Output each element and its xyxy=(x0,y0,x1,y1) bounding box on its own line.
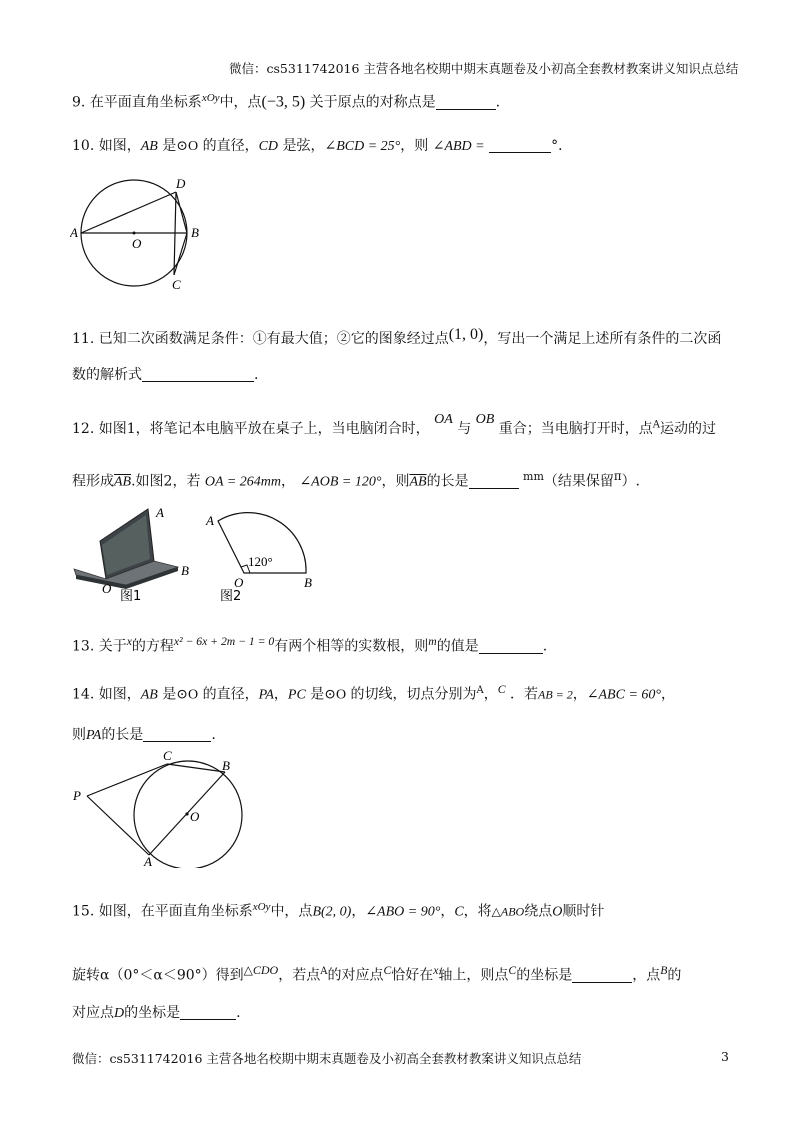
question-12 xyxy=(72,410,716,439)
q12-fig1-label-b: B xyxy=(181,563,189,578)
q11-text: . xyxy=(254,367,259,383)
question-11 xyxy=(72,325,721,349)
q15-coord-system: xOy xyxy=(252,901,271,913)
q15-text: ，点 xyxy=(632,967,661,984)
q13-number: 13. xyxy=(72,638,95,655)
q14-text: ， xyxy=(660,686,675,703)
q13-text: 的值是 xyxy=(436,638,479,655)
q10-line-cb xyxy=(174,233,187,275)
q15-text: 的 xyxy=(667,967,682,984)
q12-pi: π xyxy=(613,469,622,483)
q12-text: 重合；当电脑打开时，点 xyxy=(498,421,653,437)
q14-number: 14. xyxy=(72,686,95,703)
q14-point-a: A xyxy=(476,685,484,696)
q10-line-ad xyxy=(81,192,176,233)
q12-fig2-label-b: B xyxy=(304,575,312,590)
q13-answer-blank[interactable] xyxy=(479,639,543,654)
q15-condition-1: ∠ABO = 90° xyxy=(365,904,441,920)
q14-text: 的切线，切点分别为 xyxy=(350,686,477,703)
q14-text: 是 xyxy=(310,686,325,703)
q15-answer-blank-1[interactable] xyxy=(572,968,632,983)
q12-fig2-caption: 图2 xyxy=(220,589,242,603)
q15-var-x: x xyxy=(433,964,439,977)
q12-fig1-label-a: A xyxy=(156,505,164,520)
q10-text: 如图， xyxy=(98,138,141,154)
q14-line-pc xyxy=(87,764,167,796)
q12-fig1-label-o: O xyxy=(102,581,112,596)
q11-text: 数的解析式 xyxy=(72,367,142,383)
q11-text: ，写出一个满足上述所有条件的二次函 xyxy=(483,331,722,347)
q15-triangle: △ABO xyxy=(491,904,525,919)
q15-text: ，将 xyxy=(463,903,492,920)
q11-point: (1, 0) xyxy=(448,326,484,343)
q15-text: 顺时针 xyxy=(562,903,605,920)
q15-condition-2: C xyxy=(454,904,464,920)
q12-condition-2: ∠AOB = 120° xyxy=(299,474,382,490)
q12-figure-1 xyxy=(70,503,210,603)
q13-text: 有两个相等的实数根，则 xyxy=(274,638,429,655)
q15-text: 如图，在平面直角坐标系 xyxy=(98,903,253,920)
q13-text: 的方程 xyxy=(131,638,174,655)
q10-ab: AB xyxy=(140,139,158,154)
q12-text: ，则 xyxy=(381,473,410,490)
page-footer: 微信：cs5311742016 主营各地名校期中期末真题卷及小初高全套教材教案讲义知识点总结 xyxy=(72,1051,582,1066)
q13-equation: x² − 6x + 2m − 1 = 0 xyxy=(173,635,275,648)
q9-text: 关于原点的对称点是 xyxy=(309,94,436,111)
q12-fig2-label-o: O xyxy=(234,575,244,590)
q15-text: ， xyxy=(440,903,455,920)
q12-text: ）. xyxy=(621,473,641,490)
q15-text: 恰好在 xyxy=(391,967,434,984)
question-15-line2 xyxy=(72,960,681,986)
q12-text: （结果保留 xyxy=(543,473,614,490)
q15-point-b-2: B xyxy=(660,964,668,977)
q10-condition: ∠BCD = 25° xyxy=(324,139,401,154)
q10-text: ，则 xyxy=(400,138,429,154)
q12-sector-svg xyxy=(198,503,328,603)
q15-text: 的坐标是 xyxy=(124,1005,181,1021)
q10-label-d: D xyxy=(176,176,186,191)
q13-text: . xyxy=(542,638,548,655)
page-header: 微信：cs5311742016 主营各地名校期中期末真题卷及小初高全套教材教案讲义知识点总结 xyxy=(229,61,739,76)
q14-label-b: B xyxy=(222,758,230,773)
q9-text: 在平面直角坐标系 xyxy=(89,94,202,111)
q14-pa: PA xyxy=(258,687,274,703)
q15-triangle-2: △CDO xyxy=(243,963,279,977)
q10-text: 是弦， xyxy=(282,138,325,154)
question-15-line3 xyxy=(72,1003,241,1024)
q10-label-o: O xyxy=(132,236,142,251)
q12-oa: OA xyxy=(434,412,453,427)
q14-text: 则 xyxy=(72,727,86,743)
question-14 xyxy=(72,680,675,706)
q14-ab: AB xyxy=(140,687,158,703)
q12-condition-1: OA = 264mm xyxy=(204,474,281,490)
q14-answer-blank[interactable] xyxy=(143,727,211,742)
q12-number: 12. xyxy=(72,421,95,437)
q12-unit: mm xyxy=(523,470,544,483)
q15-text: 绕点 xyxy=(524,903,553,920)
page-number: 3 xyxy=(721,1049,729,1064)
q12-text: .如图2，若 xyxy=(131,473,201,490)
q14-pa-2: PA xyxy=(86,728,102,743)
question-15 xyxy=(72,897,604,923)
q14-label-c: C xyxy=(163,748,172,763)
q12-laptop-svg xyxy=(70,503,210,603)
q12-text: ， xyxy=(281,473,295,490)
q15-number: 15. xyxy=(72,903,95,920)
q15-text: 的对应点 xyxy=(327,967,384,984)
q15-text: 轴上，则点 xyxy=(438,967,509,984)
q11-number: 11. xyxy=(72,331,95,347)
q11-answer-blank[interactable] xyxy=(142,367,254,382)
q15-text: 中，点 xyxy=(270,903,313,920)
question-11-line2 xyxy=(72,365,258,385)
q12-arc: $\overline{AB}$ xyxy=(114,474,132,490)
q14-text: ， xyxy=(483,686,498,703)
q12-fig1-caption: 图1 xyxy=(120,589,142,603)
q12-ob: OB xyxy=(475,412,495,427)
q10-label-c: C xyxy=(172,277,181,292)
q15-point-d: D xyxy=(114,1006,125,1021)
q14-label-p: P xyxy=(73,788,81,803)
q14-text: . xyxy=(211,727,216,743)
q9-answer-blank[interactable] xyxy=(436,95,496,110)
q12-fig2-label-a: A xyxy=(206,513,214,528)
q15-point-o: O xyxy=(552,904,563,920)
q9-number: 9. xyxy=(72,94,86,111)
q14-circle-2: ⊙O xyxy=(324,687,347,703)
q15-text: 对应点 xyxy=(72,1005,114,1021)
q14-condition-1: AB = 2 xyxy=(538,687,573,702)
q14-text: ， xyxy=(273,686,288,703)
q15-text: 的坐标是 xyxy=(516,967,573,984)
q10-center-dot xyxy=(133,232,136,235)
q10-text: 是 xyxy=(162,138,177,154)
q14-text: ．若 xyxy=(510,686,538,703)
q9-text: 中，点 xyxy=(219,94,262,111)
q10-number: 10. xyxy=(72,138,95,154)
q10-answer-blank[interactable] xyxy=(489,138,551,153)
q12-text: 的长是 xyxy=(426,473,469,490)
question-14-line2 xyxy=(72,725,216,746)
q15-point-c-2: C xyxy=(508,964,517,977)
q14-figure-svg xyxy=(70,748,250,868)
q12-point-a: A xyxy=(652,419,661,431)
q15-point-c: C xyxy=(383,964,392,977)
q12-fig2-angle: 120° xyxy=(248,554,273,569)
q10-text: °． xyxy=(551,138,573,154)
q9-text: . xyxy=(495,94,501,111)
q10-label-b: B xyxy=(191,225,199,240)
q15-answer-blank-2[interactable] xyxy=(180,1005,236,1020)
q10-text: 的直径， xyxy=(202,138,259,154)
q9-coord-system: xOy xyxy=(201,92,220,104)
q9-point: (−3, 5) xyxy=(261,93,306,111)
q12-figure-2 xyxy=(198,503,328,603)
q10-figure xyxy=(70,172,220,292)
q15-text: ，若点 xyxy=(278,967,321,984)
q10-cd: CD xyxy=(258,139,279,154)
q10-ask: ∠ABD = xyxy=(432,139,485,154)
q14-figure xyxy=(70,748,250,868)
q14-center-dot xyxy=(185,812,188,815)
q15-point-a: A xyxy=(320,966,328,977)
q13-var-x: x xyxy=(126,635,132,648)
q12-text: 如图1，将笔记本电脑平放在桌子上，当电脑闭合时， xyxy=(98,421,430,437)
q10-figure-svg xyxy=(70,172,220,292)
q14-point-c: C xyxy=(497,683,506,696)
q14-text: 的直径， xyxy=(202,686,259,703)
q10-circle: ⊙O xyxy=(176,139,199,154)
q10-line-db xyxy=(176,192,187,233)
question-9 xyxy=(72,88,500,113)
q14-label-o: O xyxy=(190,809,200,824)
q14-pc: PC xyxy=(287,687,306,703)
q12-arc-2: $\overline{AB}$ xyxy=(409,474,427,490)
q15-text: 旋转α（0°＜α＜90°）得到 xyxy=(72,967,244,984)
q14-text: 的长是 xyxy=(101,727,144,743)
q13-var-m: m xyxy=(428,635,437,648)
q12-answer-blank[interactable] xyxy=(469,474,519,489)
q14-condition-2: ∠ABC = 60° xyxy=(586,687,661,703)
q13-text: 关于 xyxy=(98,638,127,655)
question-10 xyxy=(72,136,572,157)
question-12-line2 xyxy=(72,466,640,493)
q10-label-a: A xyxy=(70,225,78,240)
q11-text: 已知二次函数满足条件：①有最大值；②它的图象经过点 xyxy=(98,331,449,347)
q14-line-pa xyxy=(87,796,149,855)
q14-label-a: A xyxy=(144,854,152,868)
q12-text: 程形成 xyxy=(72,473,114,490)
q14-line-cb xyxy=(167,764,225,772)
q12-text: 与 xyxy=(457,421,472,437)
q14-text: 是 xyxy=(162,686,177,703)
q14-circle: ⊙O xyxy=(176,687,199,703)
question-13 xyxy=(72,632,547,657)
q14-text: ， xyxy=(572,686,587,703)
q14-text: 如图， xyxy=(98,686,141,703)
q15-point-b: B(2, 0) xyxy=(312,904,352,920)
q12-text: 运动的过 xyxy=(660,421,717,437)
q15-text: . xyxy=(236,1005,241,1021)
q15-text: ， xyxy=(351,903,366,920)
